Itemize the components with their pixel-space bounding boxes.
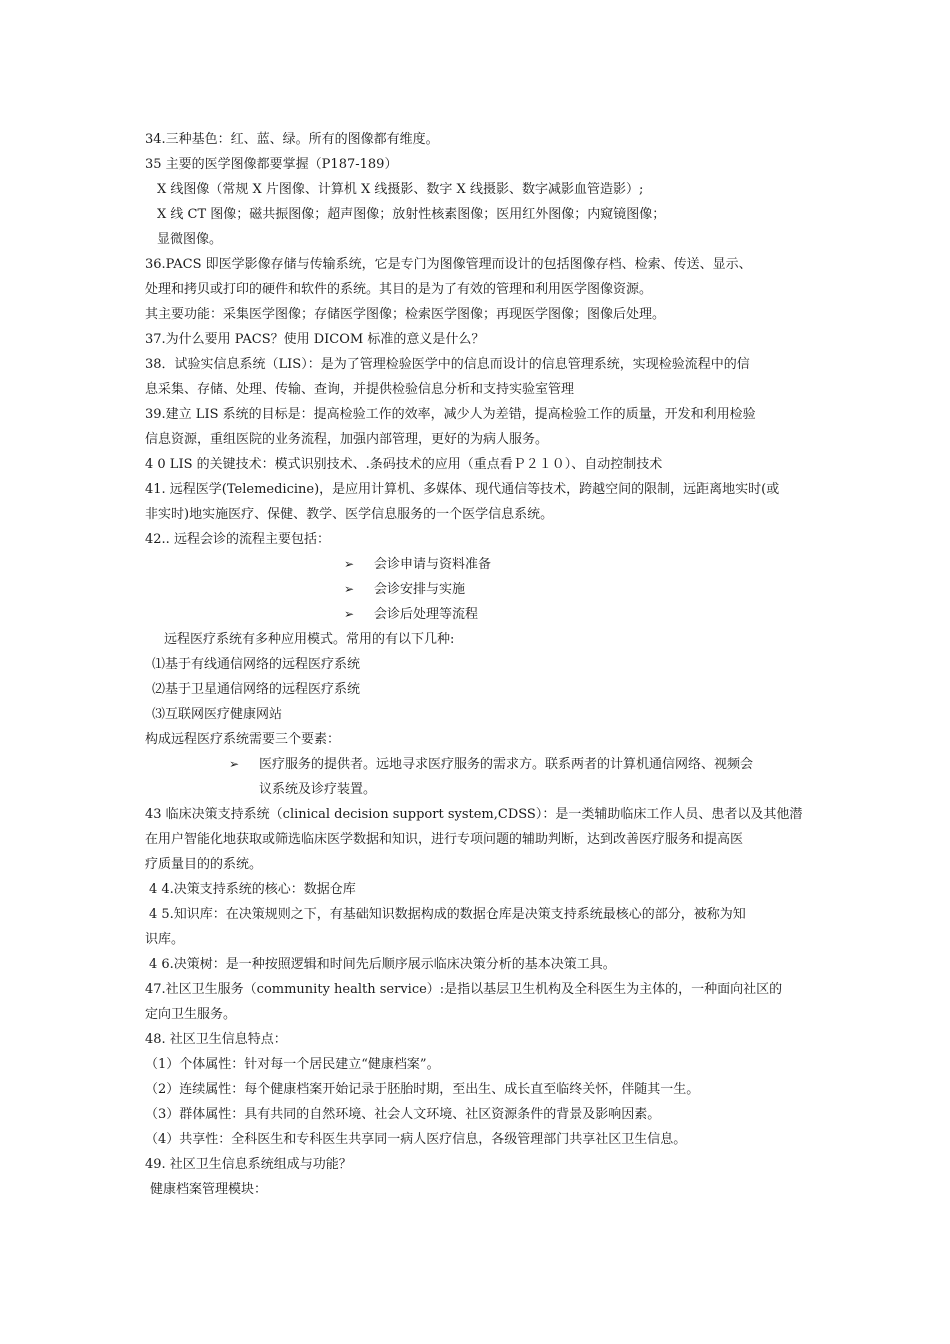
text-line: 其主要功能：采集医学图像；存储医学图像；检索医学图像；再现医学图像；图像后处理。	[145, 307, 666, 322]
text-line: 识库。	[145, 932, 185, 947]
text-line: 48. 社区卫生信息特点：	[145, 1032, 287, 1047]
text-line: 4 0 LIS 的关键技术：模式识别技术、.条码技术的应用（重点看Ｐ２１０）、自动控制技术	[145, 457, 663, 472]
text-line: X 线 CT 图像；磁共振图像；超声图像；放射性核素图像；医用红外图像；内窥镜图像；	[157, 207, 666, 222]
text-line: ⑵基于卫星通信网络的远程医疗系统	[152, 682, 361, 697]
list-item: 议系统及诊疗装置。	[259, 782, 377, 797]
text-line: 非实时)地实施医疗、保健、教学、医学信息服务的一个医学信息系统。	[145, 507, 554, 522]
text-line: 38．试验实信息系统（LIS）：是为了管理检验医学中的信息而设计的信息管理系统，实现检验流程中的信	[145, 357, 750, 372]
text-line: 健康档案管理模块：	[150, 1182, 268, 1197]
text-line: 息采集、存储、处理、传输、查询，并提供检验信息分析和支持实验室管理	[145, 382, 575, 397]
list-item: 会诊安排与实施	[374, 582, 466, 597]
text-line: 36.PACS 即医学影像存储与传输系统，它是专门为图像管理而设计的包括图像存档、检索、传送、显示、	[145, 257, 752, 272]
text-line: 47.社区卫生服务（community health service）:是指以基层卫生机构及全科医生为主体的，一种面向社区的	[145, 982, 783, 997]
text-line: 在用户智能化地获取或筛选临床医学数据和知识，进行专项问题的辅助判断，达到改善医疗服务和提高医	[145, 832, 744, 847]
text-line: 41. 远程医学(Telemedicine)，是应用计算机、多媒体、现代通信等技术，跨越空间的限制，远距离地实时(或	[145, 482, 780, 497]
text-line: 42.. 远程会诊的流程主要包括：	[145, 532, 330, 547]
text-line: 34.三种基色：红、蓝、绿。所有的图像都有维度。	[145, 132, 439, 147]
text-line: （3）群体属性：具有共同的自然环境、社会人文环境、社区资源条件的背景及影响因素。	[145, 1107, 661, 1122]
arrow-bullet-icon: ➢	[344, 582, 355, 596]
text-line: ⑴基于有线通信网络的远程医疗系统	[152, 657, 361, 672]
text-line: （2）连续属性：每个健康档案开始记录于胚胎时期，至出生、成长直至临终关怀，伴随其一生。	[145, 1082, 700, 1097]
arrow-bullet-icon: ➢	[229, 757, 240, 771]
list-item: 医疗服务的提供者。远地寻求医疗服务的需求方。联系两者的计算机通信网络、视频会	[259, 757, 754, 772]
text-line: 定向卫生服务。	[145, 1007, 237, 1022]
text-line: 远程医疗系统有多种应用模式。常用的有以下几种:	[164, 632, 455, 647]
text-line: 构成远程医疗系统需要三个要素：	[145, 732, 341, 747]
text-line: 39.建立 LIS 系统的目标是：提高检验工作的效率，减少人为差错，提高检验工作的质量，开发和利用检验	[145, 407, 756, 422]
text-line: ⑶互联网医疗健康网站	[152, 707, 283, 722]
arrow-bullet-icon: ➢	[344, 557, 355, 571]
text-line: 处理和拷贝或打印的硬件和软件的系统。其目的是为了有效的管理和利用医学图像资源。	[145, 282, 653, 297]
text-line: X 线图像（常规 X 片图像、计算机 X 线摄影、数字 X 线摄影、数字减影血管造影）;	[157, 182, 644, 197]
text-line: 49. 社区卫生信息系统组成与功能？	[145, 1157, 352, 1172]
arrow-bullet-icon: ➢	[344, 607, 355, 621]
text-line: 疗质量目的的系统。	[145, 857, 263, 872]
list-item: 会诊申请与资料准备	[374, 557, 492, 572]
text-line: 4 5.知识库：在决策规则之下，有基础知识数据构成的数据仓库是决策支持系统最核心的部分，被称为知	[149, 907, 746, 922]
text-line: 37.为什么要用 PACS？使用 DICOM 标准的意义是什么？	[145, 332, 485, 347]
text-line: 4 4.决策支持系统的核心：数据仓库	[149, 882, 356, 897]
text-line: 信息资源，重组医院的业务流程，加强内部管理，更好的为病人服务。	[145, 432, 549, 447]
text-line: 显微图像。	[157, 232, 223, 247]
text-line: （4）共享性：全科医生和专科医生共享同一病人医疗信息，各级管理部门共享社区卫生信息。	[145, 1132, 687, 1147]
text-line: 43 临床决策支持系统（clinical decision support system,CDSS）：是一类辅助临床工作人员、患者以及其他潜	[145, 807, 803, 822]
text-line: （1）个体属性：针对每一个居民建立“健康档案”。	[145, 1057, 440, 1072]
text-line: 35 主要的医学图像都要掌握（P187-189）	[145, 157, 398, 172]
text-line: 4 6.决策树：是一种按照逻辑和时间先后顺序展示临床决策分析的基本决策工具。	[149, 957, 616, 972]
list-item: 会诊后处理等流程	[374, 607, 479, 622]
